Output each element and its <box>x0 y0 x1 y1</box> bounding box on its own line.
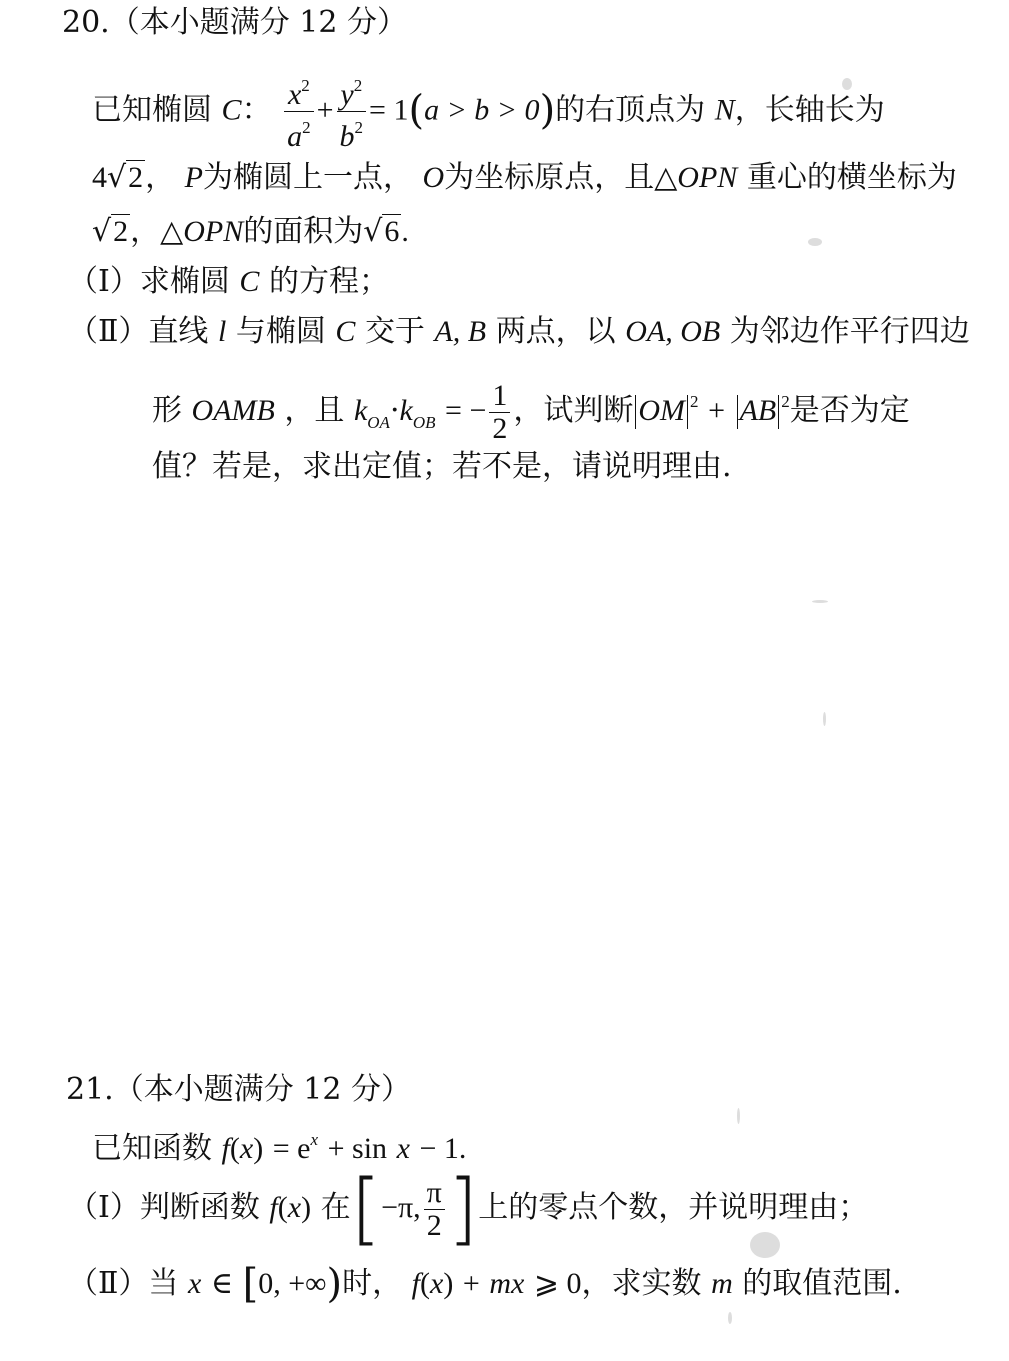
q20-text: 值？若是，求出定值；若不是，请说明理由. <box>152 449 732 484</box>
q20-text: 直线 <box>148 314 209 349</box>
q20-part2-line2 <box>152 362 910 445</box>
var-m: m <box>489 1267 512 1300</box>
numerator: 1 <box>489 380 510 413</box>
q20-stem-line1: 已知椭圆 C： $\frac{x^2}{a^2}$ + $\frac{y^2}{b^2}$ = 1(a > b > 0)的右顶点为 N，长轴长为 <box>92 70 885 150</box>
var-x: x <box>396 1132 410 1165</box>
q20-stem-line3 <box>92 212 409 252</box>
q20-text: 交于 <box>364 314 425 349</box>
plus-sin: + sin <box>327 1132 388 1165</box>
q20-text: 为椭圆上一点， <box>203 160 413 195</box>
func-f: f <box>269 1191 278 1224</box>
part-label: （Ⅱ） <box>68 1266 149 1301</box>
period: . <box>401 215 409 248</box>
dot: · <box>389 393 400 428</box>
scan-speck <box>737 1108 740 1124</box>
slope-k: k <box>399 394 413 427</box>
slope-k: k <box>353 394 368 427</box>
q21-part1: （Ⅰ）判断函数 f(x) 在[−π, $\frac{\pi}{2}$ ]上的零点个数，并说明理由； <box>68 1164 869 1254</box>
scan-speck <box>812 600 828 603</box>
equals-negative: = − <box>445 394 487 427</box>
part-label: （Ⅰ） <box>68 264 140 299</box>
q21-text: 当 <box>148 1266 179 1301</box>
sub-oa: OA <box>367 413 390 432</box>
vectors-oa-ob: OA, OB <box>625 315 721 348</box>
plus: + <box>316 93 334 127</box>
q20-text: ， <box>145 160 176 195</box>
plus: + <box>462 1267 480 1300</box>
pi-over-2 <box>424 1177 445 1242</box>
triangle-opn: OPN <box>183 215 244 248</box>
ellipse-name: C <box>221 93 242 127</box>
q21-header-text: 21.（本小题满分 12 分） <box>66 1072 411 1107</box>
q20-text: 两点，以 <box>495 314 616 349</box>
q20-header <box>62 3 407 43</box>
sub-ob: OB <box>412 413 436 432</box>
q21-text: 上的零点个数，并说明理由； <box>478 1190 869 1225</box>
interval: 0, +∞ <box>258 1267 327 1300</box>
period: . <box>458 1132 467 1165</box>
var-x: x <box>287 78 302 111</box>
radicand: 2 <box>113 215 129 248</box>
var-x: x <box>287 1191 302 1224</box>
q21-text: ，求实数 <box>581 1266 702 1301</box>
numerator: π <box>424 1177 445 1210</box>
q21-text: 时， <box>342 1266 403 1301</box>
q20-text: 的右顶点为 <box>555 92 706 128</box>
q20-text: 是否为定 <box>789 393 910 428</box>
colon: ： <box>241 92 272 128</box>
denominator: 2 <box>492 411 508 445</box>
exp: 2 <box>353 76 363 95</box>
sqrt-2: √2 <box>107 160 144 195</box>
scan-speck <box>842 78 852 90</box>
q20-text: 的方程； <box>268 264 389 299</box>
q20-text: 的面积为 <box>243 214 364 249</box>
var-x: x <box>187 1267 202 1300</box>
scan-speck <box>728 1312 732 1324</box>
triangle-opn: OPN <box>677 161 738 194</box>
radicand: 6 <box>384 215 400 248</box>
part-label: （Ⅰ） <box>68 1190 140 1225</box>
scan-speck <box>750 1232 780 1258</box>
q20-text: 为邻边作平行四边 <box>729 314 970 349</box>
q20-text: 求椭圆 <box>139 264 230 299</box>
equals-e: = e <box>272 1132 311 1165</box>
one-half <box>489 380 510 445</box>
parallelogram-oamb: OAMB <box>191 394 275 427</box>
q20-text: ，长轴长为 <box>734 92 885 128</box>
sqrt-6: √6 <box>363 214 400 249</box>
var-y: y <box>340 78 354 111</box>
ellipse-name: C <box>335 315 356 348</box>
ellipse-name: C <box>239 265 260 298</box>
geq-zero: ⩾ 0 <box>533 1267 582 1300</box>
denominator: 2 <box>426 1208 442 1242</box>
q21-text: 的取值范围. <box>742 1266 902 1301</box>
q20-text: ，△ <box>130 214 184 249</box>
q20-part2-line3 <box>152 447 732 487</box>
ab: AB <box>739 394 777 427</box>
element-of: ∈ <box>210 1267 234 1300</box>
exp: 2 <box>302 118 311 137</box>
exp: 2 <box>690 392 699 411</box>
q21-part2: （Ⅱ）当 x ∈ [0, +∞)时， f(x) + mx ⩾ 0，求实数 m 的取值范围. <box>68 1261 902 1307</box>
point-o: O <box>422 161 445 194</box>
q20-text: 为坐标原点，且△ <box>444 160 678 195</box>
var-x: x <box>430 1267 444 1300</box>
line-l: l <box>217 315 227 348</box>
q21-text: 判断函数 <box>139 1190 260 1225</box>
var-a: a <box>287 120 303 153</box>
scan-speck <box>808 238 822 246</box>
sqrt-2: √2 <box>92 214 129 249</box>
q20-part2-line1 <box>68 312 970 352</box>
q20-part1 <box>68 262 389 302</box>
points-ab: A, B <box>434 315 487 348</box>
func-f: f <box>221 1132 230 1165</box>
om: OM <box>638 394 686 427</box>
q20-stem-line2 <box>92 158 957 198</box>
var-x: x <box>239 1132 254 1165</box>
exp: 2 <box>301 76 310 95</box>
plus: + <box>708 394 726 427</box>
q20-text: ，试判断 <box>513 393 634 428</box>
q20-text: ，且 <box>284 393 345 428</box>
point-n: N <box>714 93 735 127</box>
radicand: 2 <box>128 161 144 194</box>
q20-text: 与椭圆 <box>235 314 326 349</box>
q21-text: 在 <box>320 1190 351 1225</box>
neg-pi: −π, <box>381 1191 421 1224</box>
x2-over-a2 <box>284 70 314 153</box>
func-f: f <box>411 1267 420 1300</box>
q21-stem: 已知函数 $f(x) = e^x + \sin x - 1$. <box>92 1130 467 1166</box>
part-label: （Ⅱ） <box>68 314 149 349</box>
scan-speck <box>823 712 826 726</box>
q20-text: 重心的横坐标为 <box>746 160 957 195</box>
point-p: P <box>184 161 203 194</box>
q20-text: 形 <box>152 393 182 428</box>
q20-text: 已知椭圆 <box>92 92 212 128</box>
q20-header-text: 20.（本小题满分 12 分） <box>62 5 407 40</box>
condition: a > b > 0 <box>424 93 540 127</box>
var-b: b <box>339 120 355 153</box>
q21-text: 已知函数 <box>92 1131 212 1166</box>
var-x: x <box>511 1267 525 1300</box>
var-m: m <box>711 1267 733 1300</box>
minus-one: − 1 <box>419 1132 459 1165</box>
num-4: 4 <box>92 161 107 194</box>
equals-one: = 1 <box>369 93 409 127</box>
q21-header <box>66 1070 411 1110</box>
exp-x: x <box>310 1130 319 1149</box>
y2-over-b2 <box>337 70 367 153</box>
exp: 2 <box>781 392 790 411</box>
exp: 2 <box>354 118 364 137</box>
